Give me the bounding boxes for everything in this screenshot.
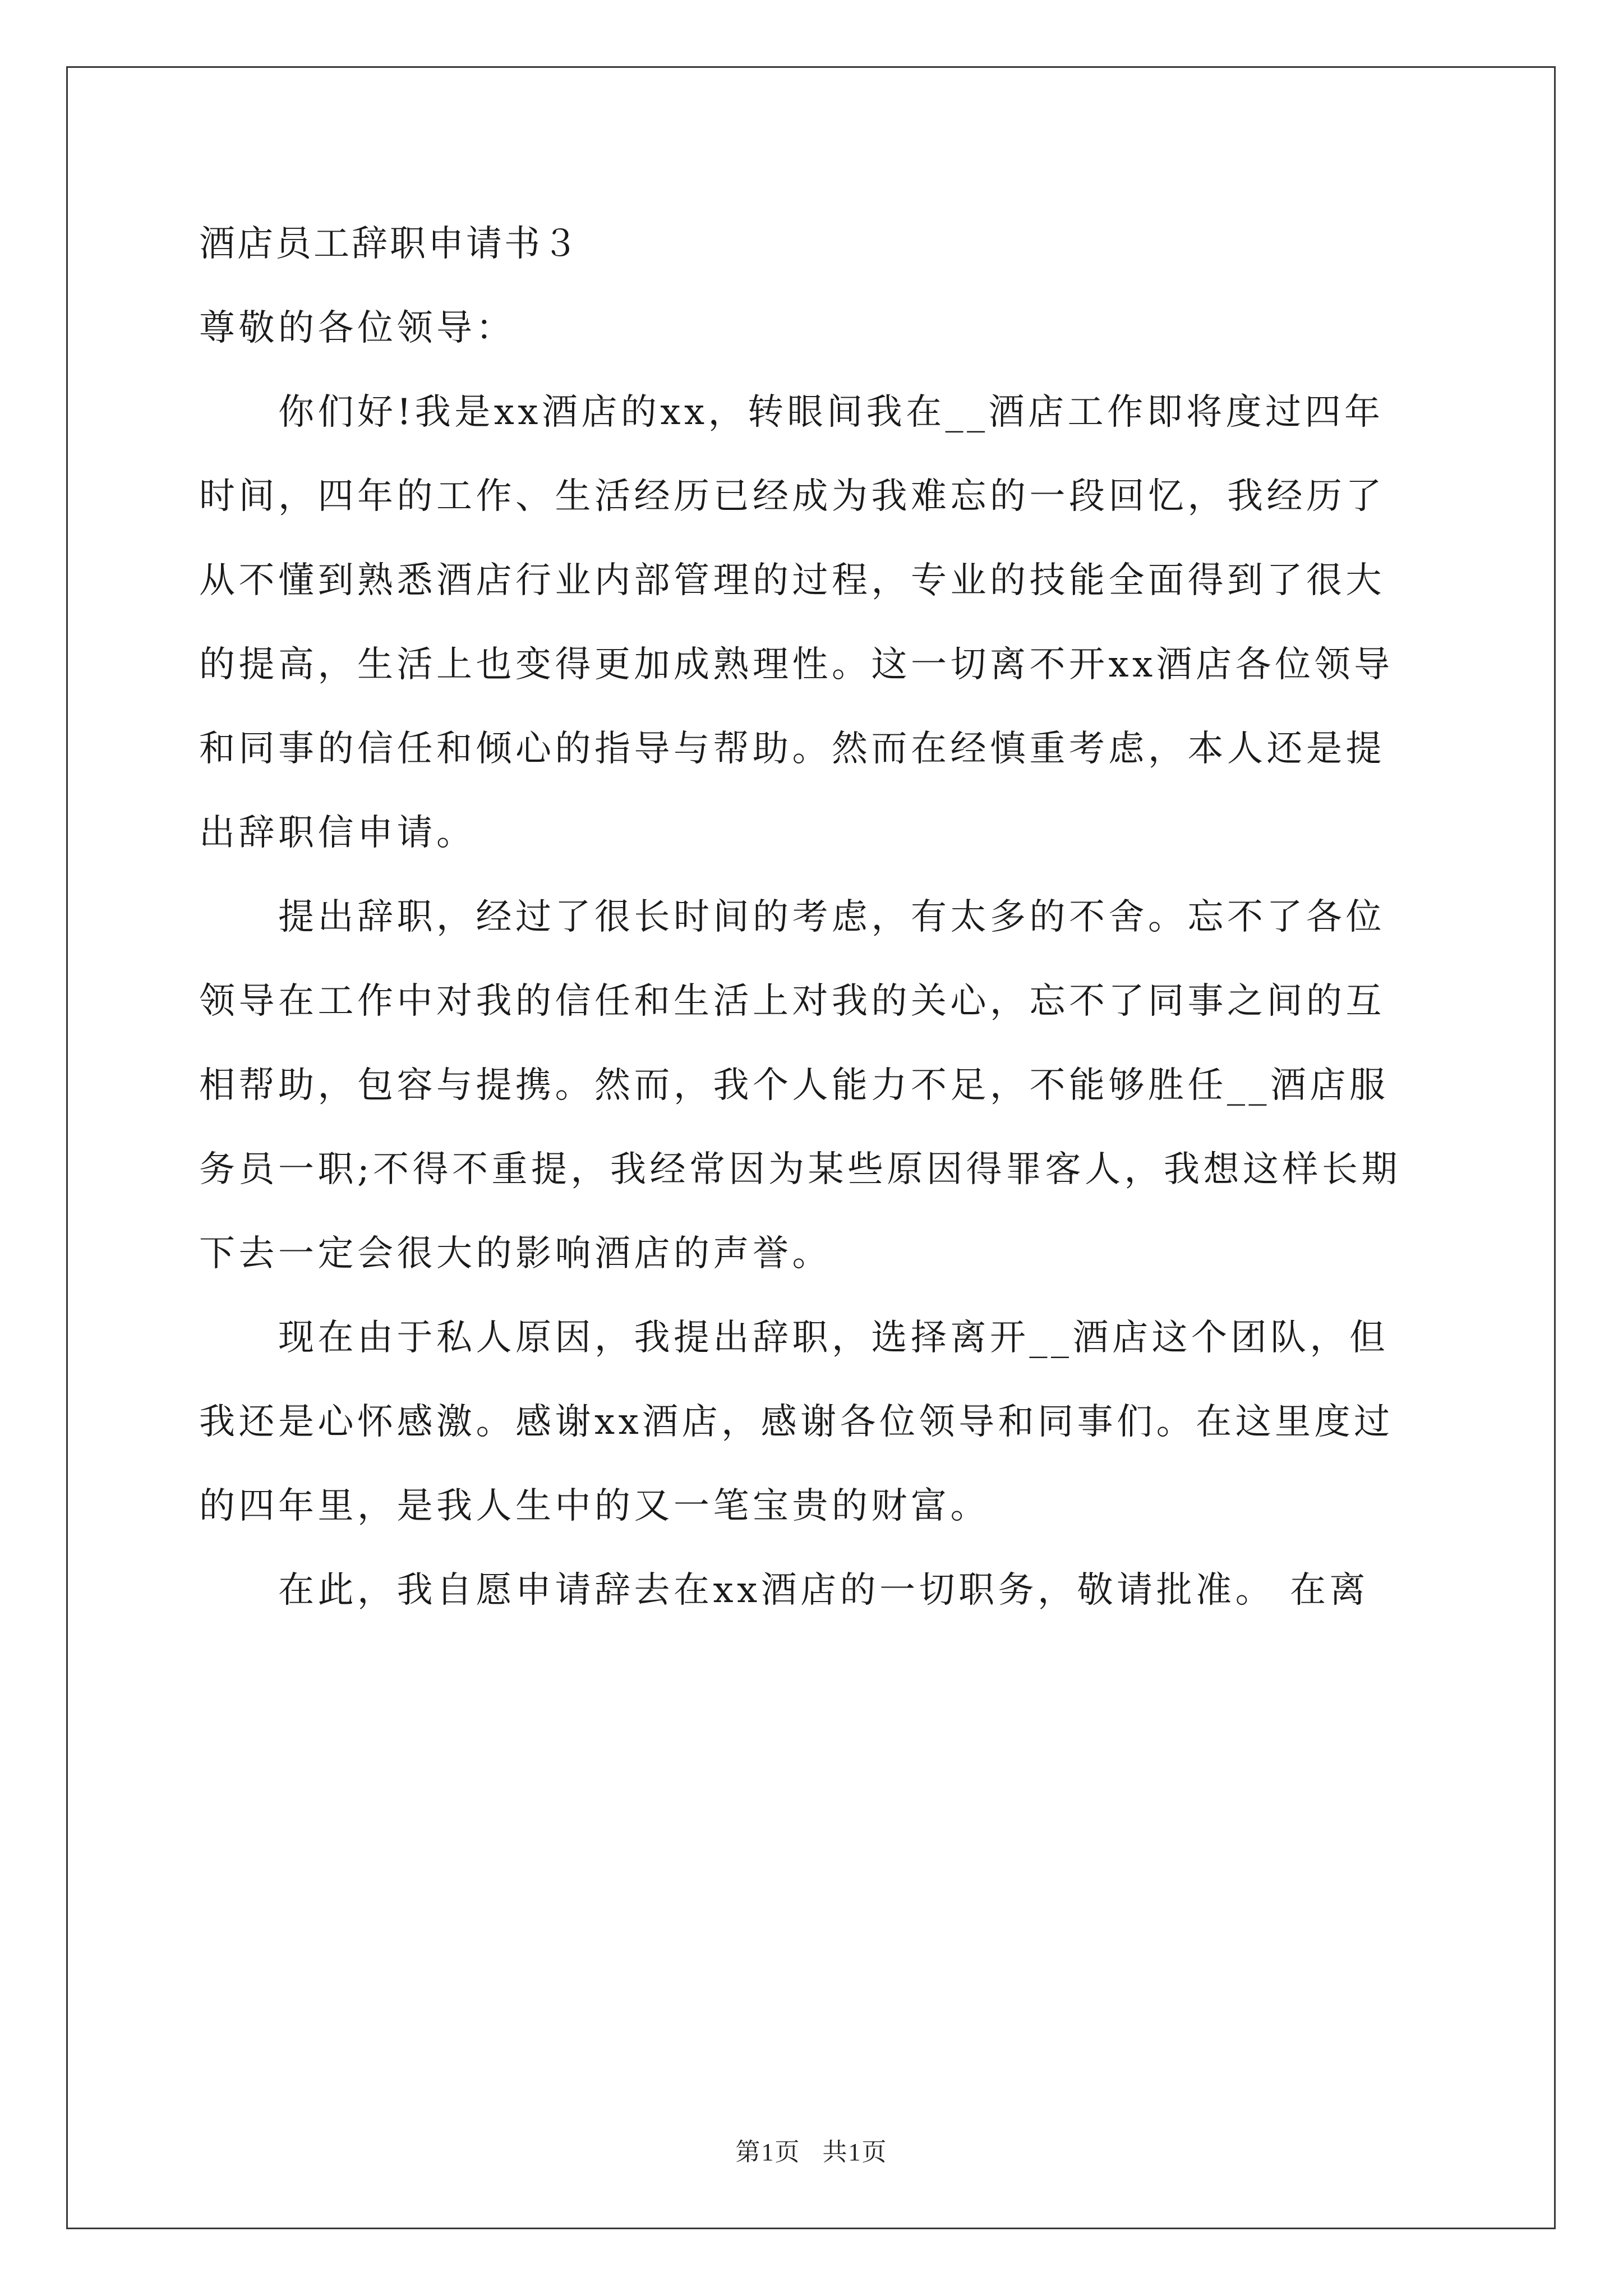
text-line: 相帮助，包容与提携。然而，我个人能力不足，不能够胜任__酒店服 bbox=[199, 1065, 1389, 1106]
text-line: 出辞职信申请。 bbox=[199, 812, 476, 854]
text-line: 的提高，生活上也变得更加成熟理性。这一切离不开xx酒店各位领导 bbox=[199, 644, 1394, 685]
text-line: 时间，四年的工作、生活经历已经成为我难忘的一段回忆，我经历了 bbox=[199, 476, 1385, 517]
text-line: 我还是心怀感激。感谢xx酒店，感谢各位领导和同事们。在这里度过 bbox=[199, 1401, 1394, 1443]
document-body bbox=[199, 202, 1433, 1632]
text-line: 你们好!我是xx酒店的xx，转眼间我在__酒店工作即将度过四年 bbox=[199, 392, 1384, 433]
text-line: 在此，我自愿申请辞去在xx酒店的一切职务，敬请批准。 在离 bbox=[199, 1570, 1370, 1611]
document-title: 酒店员工辞职申请书３ bbox=[199, 223, 580, 265]
text-line: 从不懂到熟悉酒店行业内部管理的过程，专业的技能全面得到了很大 bbox=[199, 560, 1385, 601]
greeting: 尊敬的各位领导： bbox=[199, 307, 515, 349]
text-line: 的四年里，是我人生中的又一笔宝贵的财富。 bbox=[199, 1485, 990, 1527]
text-line: 和同事的信任和倾心的指导与帮助。然而在经慎重考虑，本人还是提 bbox=[199, 728, 1385, 770]
text-line: 现在由于私人原因，我提出辞职，选择离开__酒店这个团队，但 bbox=[199, 1317, 1389, 1359]
page-number-footer: 第1页 共1页 bbox=[735, 2138, 888, 2166]
text-line: 领导在工作中对我的信任和生活上对我的关心，忘不了同事之间的互 bbox=[199, 981, 1385, 1022]
text-line: 提出辞职，经过了很长时间的考虑，有太多的不舍。忘不了各位 bbox=[199, 896, 1385, 938]
text-line: 务员一职;不得不重提，我经常因为某些原因得罪客人，我想这样长期 bbox=[199, 1149, 1401, 1190]
text-line: 下去一定会很大的影响酒店的声誉。 bbox=[199, 1233, 832, 1274]
